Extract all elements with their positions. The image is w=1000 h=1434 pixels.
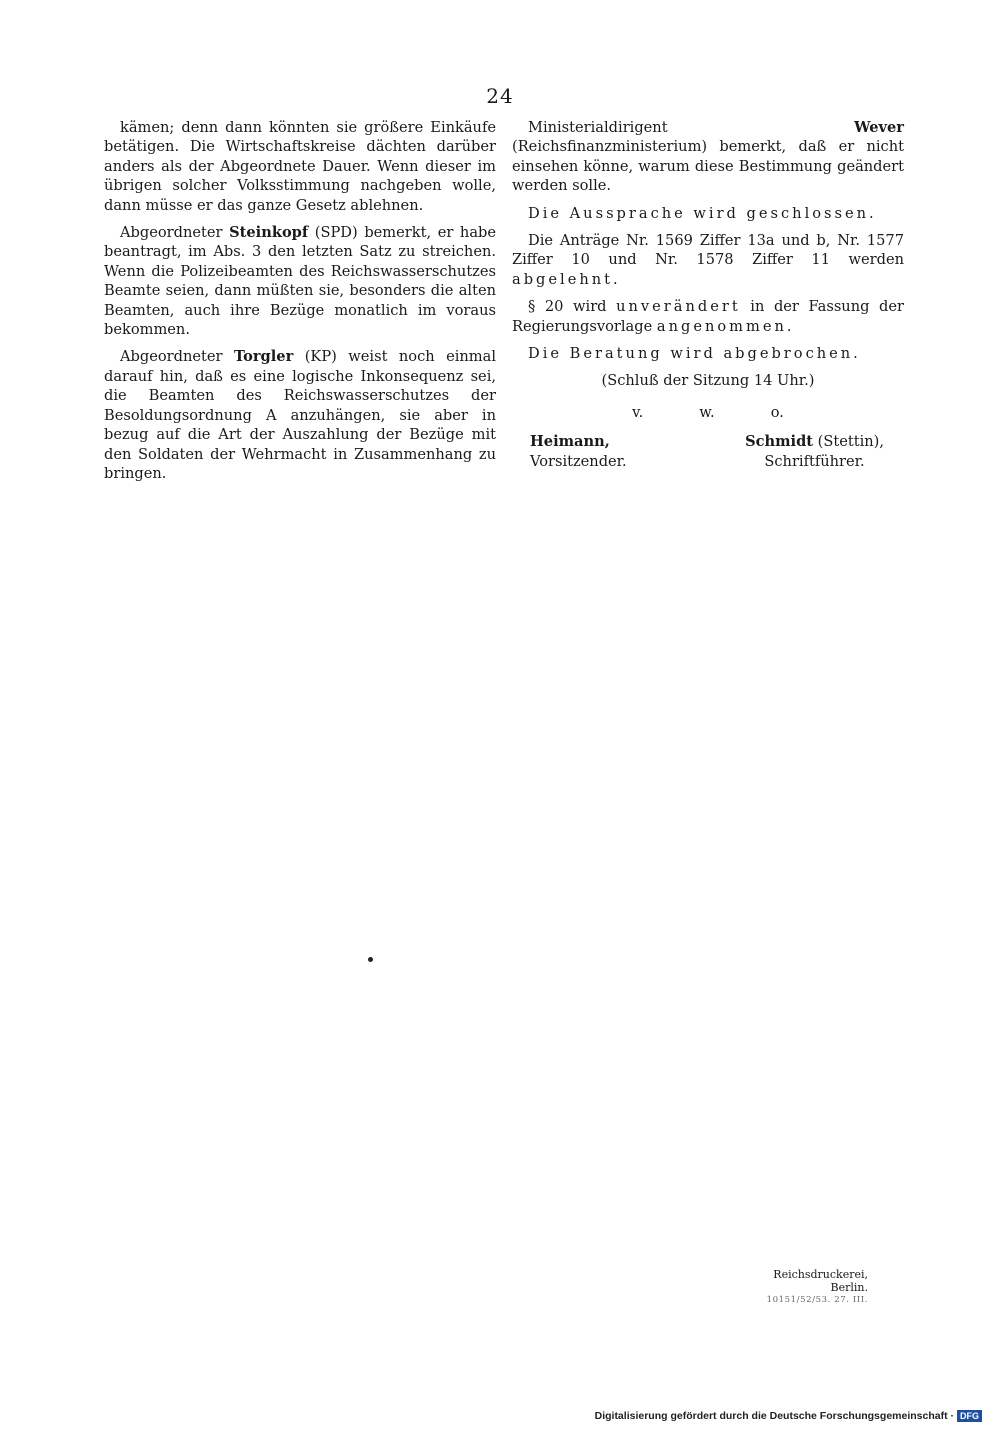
- vwo-v: v.: [632, 403, 644, 421]
- speech-text: (SPD) bemerkt, er habe beantragt, im Abs. 3 den letzten Satz zu streichen. Wenn die Polizeibeamten des Reichswasserschutzes Beamte seien, dann müßten sie, besonders die alten Beamten, auch ihre Bezüge monatlich im voraus bekommen.: [104, 224, 497, 339]
- paragraph: [512, 297, 904, 336]
- secretary-place: (Stettin),: [817, 433, 884, 451]
- result-text: angenommen.: [656, 317, 795, 335]
- speaker-name: Torgler: [233, 348, 294, 366]
- procedural-note: Die Beratung wird abgebrochen.: [528, 345, 861, 363]
- speaker-name: Wever: [854, 119, 904, 136]
- signatures: [512, 432, 904, 471]
- closing-note: (Schluß der Sitzung 14 Uhr.): [601, 372, 815, 390]
- speech-text: (Reichsfinanzministerium) bemerkt, daß er nicht einsehen könne, warum diese Bestimmung geändert werden solle.: [512, 138, 904, 195]
- printer-name: Reichsdruckerei, Berlin.: [773, 1268, 868, 1294]
- printer-code: 10151/52/53. 27. III.: [766, 1295, 868, 1305]
- emphasis-text: unverändert: [616, 298, 741, 316]
- paragraph: [512, 118, 904, 196]
- result-text: abgelehnt.: [512, 270, 621, 288]
- chair-role: Vorsitzender.: [530, 452, 627, 470]
- procedural-note: Die Aussprache wird geschlossen.: [528, 204, 877, 222]
- secretary-role: Schriftführer.: [764, 452, 865, 470]
- dfg-logo-icon: DFG: [957, 1410, 982, 1422]
- paragraph: [104, 347, 496, 483]
- secretary-name: Schmidt: [745, 433, 814, 451]
- vwo-o: o.: [770, 403, 784, 421]
- signature-secretary: [745, 432, 884, 471]
- speech-text: (KP) weist noch einmal darauf hin, daß es eine logische Inkonsequenz sei, die Beamten des Reichswasserschutzes der Besoldungsordnung A anzuhängen, sie aber in bezug auf die Art der Auszahlung der Bezüge mit den Soldaten der Wehrmacht in Zusammenhang zu bringen.: [104, 348, 497, 482]
- paragraph: [104, 223, 496, 339]
- speaker-role: Abgeordneter: [120, 224, 223, 242]
- vwo-w: w.: [699, 403, 715, 421]
- motion-text: Die Anträge Nr. 1569 Ziffer 13a und b, Nr. 1577 Ziffer 10 und Nr. 1578 Ziffer 11 werden: [512, 232, 904, 269]
- printer-imprint: [738, 1268, 868, 1307]
- section-ref: § 20 wird: [528, 298, 607, 316]
- paragraph: [512, 231, 904, 289]
- speaker-name: Steinkopf: [229, 224, 309, 242]
- ink-dot: [368, 957, 373, 962]
- digitization-footer: [595, 1410, 982, 1422]
- paragraph: kämen; denn dann könnten sie größere Einkäufe betätigen. Die Wirtschaftskreise dächten darüber anders als der Abgeordnete Dauer. Wenn dieser im übrigen solcher Volksstimmung nachgeben wolle, dann müsse er das ganze Gesetz ablehnen.: [104, 119, 496, 214]
- speaker-role: Abgeordneter: [120, 348, 223, 366]
- left-column: [104, 118, 496, 491]
- chair-name: Heimann,: [530, 433, 610, 451]
- speaker-role: Ministerialdirigent: [528, 119, 668, 136]
- vwo-line: [512, 403, 904, 422]
- section-text: in der Fassung der Regierungsvorlage: [512, 298, 904, 335]
- signature-chair: [530, 432, 627, 471]
- footer-text: Digitalisierung gefördert durch die Deutsche Forschungsgemeinschaft ·: [594, 1410, 954, 1422]
- page-number: 24: [486, 84, 514, 108]
- right-column: [512, 118, 904, 471]
